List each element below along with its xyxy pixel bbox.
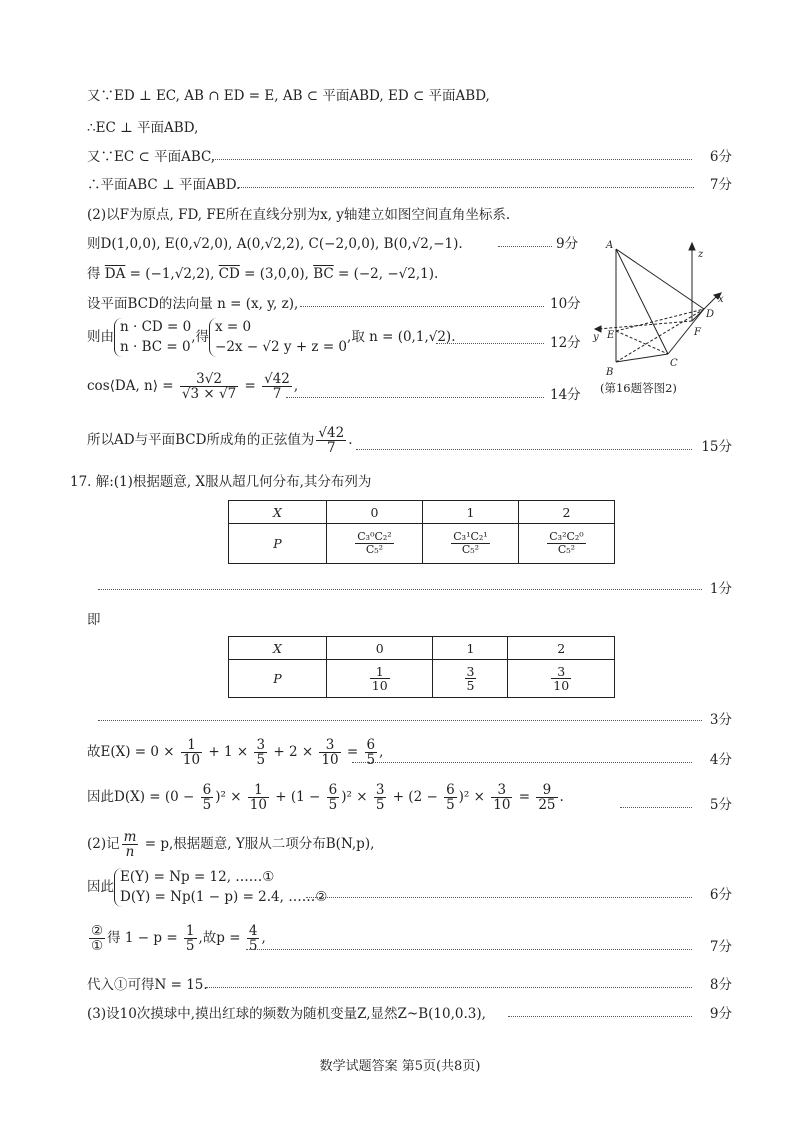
edge-ed — [616, 309, 704, 331]
score-label: 8分 — [709, 977, 732, 993]
score-label: 1分 — [709, 581, 732, 597]
equation-system — [209, 318, 347, 357]
label-e: E — [607, 330, 615, 341]
text-line: (2)以F为原点, FD, FE所在直线分别为x, y轴建立如图空间直角坐标系. — [87, 207, 511, 223]
score-label: 6分 — [709, 149, 732, 165]
dot-leader — [508, 1004, 692, 1017]
text-fragment: 得 1 − p = — [107, 930, 182, 947]
text-fragment: = p,根据题意, Y服从二项分布B(N,p), — [140, 836, 375, 853]
text-line — [87, 426, 352, 455]
text-fragment: 得 — [87, 266, 105, 282]
distribution-table-1 — [228, 500, 615, 564]
table-header: X — [229, 501, 327, 524]
fraction: $\frac{1}{10}$ — [249, 782, 267, 814]
fraction: $\frac{\text{②}}{\text{①}}$ — [91, 923, 104, 955]
edge-bc — [616, 354, 668, 362]
table-cell: $\frac{1}{10}$ — [327, 660, 433, 698]
fraction: $\frac{1}{5}$ — [185, 923, 195, 955]
text-fragment: , — [293, 378, 299, 395]
text-fragment: = — [342, 744, 363, 761]
table-header: 2 — [519, 501, 615, 524]
fraction: $\frac{1}{10}$ — [182, 737, 201, 769]
text-fragment: = — [514, 789, 535, 806]
dot-leader — [98, 708, 702, 721]
text-line — [87, 783, 564, 812]
fraction: $\frac{3}{10}$ — [321, 737, 339, 769]
page-footer: 数学试题答案 第5页(共8页) — [319, 1059, 481, 1074]
equation: n · CD = 0 — [120, 319, 192, 335]
fraction: $\frac{3}{10}$ — [493, 782, 511, 814]
table-header: 1 — [423, 501, 519, 524]
dot-leader — [212, 147, 692, 160]
score-label: 14分 — [550, 387, 581, 403]
text-line — [87, 318, 455, 357]
fraction: $\frac{6}{5}$ — [202, 782, 212, 814]
problem-17-heading: 17. 解:(1)根据题意, X服从超几何分布,其分布列为 — [70, 474, 372, 490]
equation: D(Y) = Np(1 − p) = 2.4, ……② — [120, 888, 328, 905]
fraction: $\frac{m}{n}$ — [123, 829, 137, 861]
label-f: F — [694, 327, 701, 338]
edge-ad — [616, 249, 704, 309]
table-header: 2 — [508, 637, 615, 660]
z-arrow-icon — [689, 243, 695, 250]
text-fragment: ,故p = — [198, 930, 245, 947]
label-z: z — [698, 249, 704, 260]
text-fragment: )² × — [215, 789, 246, 806]
edge-ec — [616, 331, 668, 354]
text-fragment: = (−2, −√2,1). — [333, 266, 439, 282]
edge-bd — [616, 309, 704, 362]
score-label: 4分 — [709, 752, 732, 768]
text-fragment: (2)记 — [87, 836, 120, 853]
text-fragment: . — [559, 789, 564, 806]
dot-leader — [206, 975, 692, 988]
text-fragment: ,取 n = (0,1,√2). — [347, 329, 456, 346]
text-fragment: + (2 − — [388, 789, 443, 806]
distribution-table-2 — [228, 636, 615, 698]
fraction: $\frac{3}{5}$ — [375, 782, 385, 814]
text-line: 则D(1,0,0), E(0,√2,0), A(0,√2,2), C(−2,0,0), B(0,√2,−1). — [87, 236, 463, 252]
text-line — [87, 262, 438, 282]
score-label: 6分 — [709, 887, 732, 903]
text-line — [87, 830, 374, 859]
text-fragment: 因此D(X) = (0 − — [87, 789, 199, 806]
dot-leader — [352, 750, 692, 763]
text-line: 又∵ED ⊥ EC, AB ∩ ED = E, AB ⊂ 平面ABD, ED ⊂ 平面ABD, — [87, 88, 490, 104]
text-line: ∴平面ABC ⊥ 平面ABD. — [87, 177, 241, 193]
equation-system — [114, 318, 191, 357]
table-header: X — [229, 637, 327, 660]
text-line — [87, 372, 298, 401]
text-fragment: + (1 − — [270, 789, 325, 806]
table-header: 0 — [327, 637, 433, 660]
score-label: 15分 — [701, 439, 732, 455]
table-row-label: P — [229, 660, 327, 698]
score-label: 7分 — [709, 177, 732, 193]
table-cell: $\frac{\text{C₃²C₂⁰}}{\text{C₅²}}$ — [519, 524, 615, 564]
text-line: 设平面BCD的法向量 n = (x, y, z), — [87, 296, 299, 312]
fraction: $\frac{6}{5}$ — [366, 737, 376, 769]
dot-leader — [356, 437, 692, 450]
label-a: A — [606, 240, 614, 251]
table-cell: $\frac{\text{C₃⁰C₂²}}{\text{C₅²}}$ — [327, 524, 423, 564]
label-x: x — [718, 294, 724, 305]
text-fragment: ,得 — [191, 329, 210, 346]
score-label: 10分 — [550, 296, 581, 312]
text-fragment: )² × — [341, 789, 372, 806]
fraction: $\frac{6}{5}$ — [328, 782, 338, 814]
figure-caption: (第16题答图2) — [600, 381, 677, 395]
text-fragment: . — [348, 432, 353, 449]
label-c: C — [670, 358, 678, 369]
dot-leader — [436, 331, 544, 344]
score-label: 7分 — [709, 939, 732, 955]
table-header: 1 — [433, 637, 508, 660]
dot-leader — [498, 234, 552, 247]
fraction: $\frac{9}{25}$ — [538, 782, 556, 814]
text-fragment: + 2 × — [269, 744, 318, 761]
fraction: $\frac{3}{5}$ — [256, 737, 266, 769]
text-line: 即 — [87, 612, 101, 628]
equation: −2x − √2 y + z = 0 — [215, 338, 348, 355]
vector-da: $\overline{DA}$ — [104, 266, 126, 282]
text-line: (3)设10次摸球中,摸出红球的频数为随机变量Z,显然Z~B(10,0.3), — [87, 1006, 486, 1022]
text-fragment: + 1 × — [204, 744, 253, 761]
text-line: ∴EC ⊥ 平面ABD, — [87, 120, 199, 136]
fraction: $\frac{4}{5}$ — [248, 923, 258, 955]
geometry-figure — [588, 235, 748, 395]
score-label: 9分 — [556, 236, 579, 252]
table-cell: $\frac{3}{10}$ — [508, 660, 615, 698]
text-fragment: cos⟨DA, n⟩ = — [87, 378, 178, 395]
table-cell: $\frac{3}{5}$ — [433, 660, 508, 698]
score-label: 12分 — [550, 335, 581, 351]
text-fragment: , — [379, 744, 384, 761]
dot-leader — [306, 885, 692, 898]
equation: E(Y) = Np = 12, ……① — [120, 869, 275, 885]
text-line — [87, 868, 327, 907]
text-fragment: = (−1,√2,2), — [125, 266, 219, 282]
equation-system — [114, 868, 327, 907]
text-line: 代入①可得N = 15. — [87, 977, 208, 993]
text-fragment: , — [261, 930, 266, 947]
score-label: 5分 — [709, 797, 732, 813]
text-fragment: 所以AD与平面BCD所成角的正弦值为 — [87, 432, 315, 449]
text-fragment: = — [240, 378, 261, 395]
fraction: $\frac{3√2}{√3 \times √7}$ — [181, 371, 237, 403]
edge-ac — [616, 249, 668, 354]
text-fragment: 故E(X) = 0 × — [87, 744, 179, 761]
table-header: 0 — [327, 501, 423, 524]
table-row-label: P — [229, 524, 327, 564]
text-line — [87, 924, 266, 953]
vector-cd: $\overline{CD}$ — [218, 266, 240, 282]
text-line — [87, 738, 383, 767]
text-line: 又∵EC ⊂ 平面ABC, — [87, 149, 216, 165]
equation: x = 0 — [215, 319, 252, 335]
text-fragment: = (3,0,0), — [239, 266, 314, 282]
fraction: $\frac{6}{5}$ — [446, 782, 455, 814]
table-cell: $\frac{\text{C₃¹C₂¹}}{\text{C₅²}}$ — [423, 524, 519, 564]
x-axis — [692, 295, 718, 321]
dot-leader — [300, 294, 544, 307]
text-fragment: )² × — [458, 789, 490, 806]
label-b: B — [606, 367, 614, 378]
fraction: $\frac{√42}{7}$ — [264, 371, 290, 403]
label-d: D — [706, 309, 715, 320]
label-y: y — [593, 332, 599, 343]
equation: n · BC = 0 — [120, 338, 191, 355]
score-label: 3分 — [709, 712, 732, 728]
dot-leader — [238, 175, 694, 188]
dot-leader — [286, 385, 544, 398]
dot-leader — [246, 937, 692, 950]
text-fragment: 则由 — [87, 329, 114, 346]
dot-leader — [620, 795, 692, 808]
vector-bc: $\overline{BC}$ — [313, 266, 334, 282]
dot-leader — [98, 577, 702, 590]
score-label: 9分 — [709, 1006, 732, 1022]
text-fragment: 因此 — [87, 879, 114, 896]
fraction: $\frac{√42}{7}$ — [318, 425, 345, 457]
